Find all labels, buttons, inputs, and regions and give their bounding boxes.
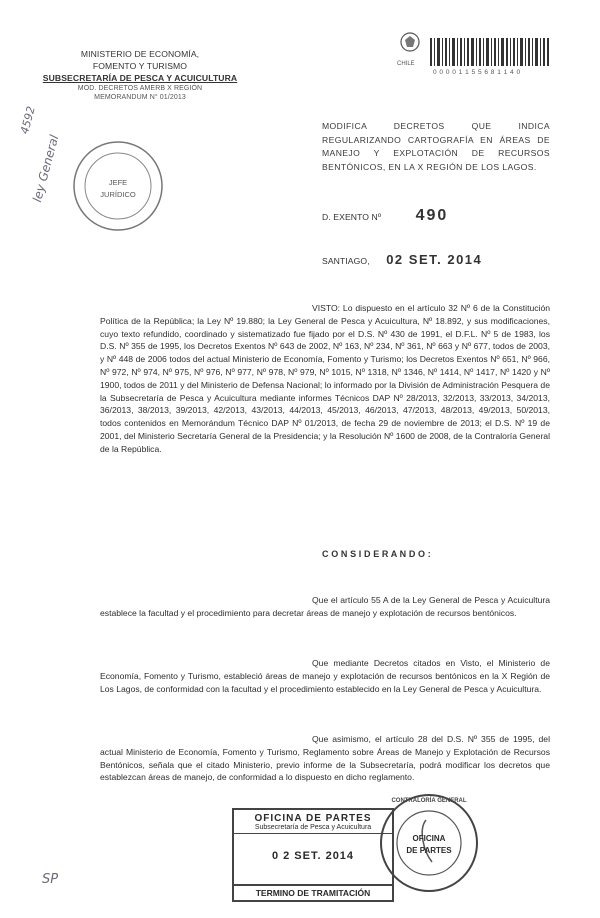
considerando-3	[100, 733, 550, 784]
barcode-icon	[430, 38, 550, 66]
legal-department-seal	[72, 140, 164, 232]
considerando-3-text: Que asimismo, el artículo 28 del D.S. Nº 355 de 1995, del actual Ministerio de Economía, Fomento y Turismo, Reglamento sobre Áreas de Manejo y Explotación de Recursos Bentónicos, señala que el citado Ministerio, previo informe de la Subsecretaría, podrá modificar los decretos que establezcan áreas de manejo, de conformidad a lo dispuesto en dicho reglamento.	[100, 734, 550, 783]
termino-tramitacion: TERMINO DE TRAMITACIÓN	[232, 884, 394, 902]
round-stamp-line1: OFICINA	[412, 834, 446, 843]
contraloria-round-stamp	[378, 792, 480, 894]
document-header	[40, 48, 240, 102]
exento-label: D. EXENTO Nº	[322, 212, 382, 222]
handwritten-code: 4592	[18, 104, 38, 136]
round-stamp-line2: DE PARTES	[406, 846, 452, 855]
considerando-2	[100, 657, 550, 695]
visto-paragraph	[100, 302, 550, 456]
seal-line1: JEFE	[108, 178, 128, 187]
reference-line2: MEMORANDUM N° 01/2013	[94, 94, 186, 101]
decree-date: 02 SET. 2014	[386, 252, 483, 267]
place-label: SANTIAGO,	[322, 256, 370, 266]
considerando-heading: C O N S I D E R A N D O :	[322, 549, 431, 559]
ministry-line1: MINISTERIO DE ECONOMÍA,	[80, 49, 200, 59]
visto-text: VISTO: Lo dispuesto en el artículo 32 Nº 6 de la Constitución Política de la República; la Ley Nº 19.880; la Ley General de Pesca y Acuicultura, Nº 18.892, y sus modificaciones, cuyo texto refundido, coordinado y sistematizado fue fijado por el D.S. Nº 430 de 1991, el D.F.L. Nº 5 de 1983, los D.S. Nº 355 de 1995, los Decretos Exentos Nº 643 de 2002, Nº 163, Nº 234, Nº 361, Nº 663 y Nº 677, todos de 2003, y Nº 448 de 2006 todos del actual Ministerio de Economía, Fomento y Turismo; los Decretos Exentos Nº 651, Nº 966, Nº 972, Nº 974, Nº 975, Nº 976, Nº 977, Nº 978, Nº 979, Nº 1015, Nº 1318, Nº 1346, Nº 1414, Nº 1417, Nº 1420 y Nº 1900, todos de 2011 y del Ministerio de Defensa Nacional; lo informado por la División de Administración Pesquera de la Subsecretaría de Pesca y Acuicultura mediante informes Técnicos DAP Nº 28/2013, 32/2013, 33/2013, 34/2013, 36/2013, 38/2013, 39/2013, 42/2013, 43/2013, 44/2013, 45/2013, 46/2013, 47/2013, 48/2013, 49/2013, 50/2013, todos contenidos en Memorándum Técnico DAP Nº 01/2013, de fecha 29 de noviembre de 2013; el D.S. Nº 19 de 2001, del Ministerio Secretaría General de la Presidencia; y la Resolución Nº 1600 de 2008, de la Contraloría General de la República.	[100, 303, 550, 454]
barcode-number: 0 0 0 0 1 1 5 5 6 8 1 1 4 0	[433, 69, 521, 76]
decree-number-row	[322, 207, 562, 224]
considerando-1	[100, 594, 550, 620]
decree-number: 490	[415, 207, 449, 224]
barcode-top-label: CHILE	[397, 61, 415, 67]
handwritten-initials: SP	[42, 872, 59, 887]
oficina-date: 0 2 SET. 2014	[271, 850, 355, 862]
round-stamp-icon	[378, 792, 480, 894]
place-date-row	[322, 254, 562, 267]
oficina-title: OFICINA DE PARTES	[254, 813, 372, 824]
oficina-subtitle: Subsecretaría de Pesca y Acuicultura	[234, 824, 392, 834]
considerando-2-text: Que mediante Decretos citados en Visto, el Ministerio de Economía, Fomento y Turismo, estableció áreas de manejo y explotación de recursos bentónicos en la X Región de Los Lagos, de conformidad con la facultad y el procedimiento establecido en la Ley General de Pesca y Acuicultura.	[100, 658, 550, 694]
ministry-line2: FOMENTO Y TURISMO	[92, 61, 188, 71]
oficina-partes-stamp	[232, 808, 394, 902]
coat-of-arms-icon	[395, 30, 425, 60]
round-stamp-arc: CONTRALORÍA GENERAL	[391, 798, 467, 804]
decree-title: MODIFICA DECRETOS QUE INDICA REGULARIZANDO CARTOGRAFÍA EN ÁREAS DE MANEJO Y EXPLOTACIÓN DE RECURSOS BENTÓNICOS, EN LA X REGIÓN DE LOS LAGOS.	[322, 121, 550, 172]
subsecretaria-name: SUBSECRETARÍA DE PESCA Y ACUICULTURA	[42, 73, 238, 83]
seal-line2: JURÍDICO	[100, 190, 136, 199]
barcode-block	[397, 30, 555, 78]
reference-line1: MOD. DECRETOS AMERB X REGIÓN	[77, 85, 203, 92]
considerando-1-text: Que el artículo 55 A de la Ley General de Pesca y Acuicultura establece la facultad y el procedimiento para decretar áreas de manejo y explotación de recursos bentónicos.	[100, 595, 550, 618]
handwritten-note: ley General	[30, 133, 62, 204]
